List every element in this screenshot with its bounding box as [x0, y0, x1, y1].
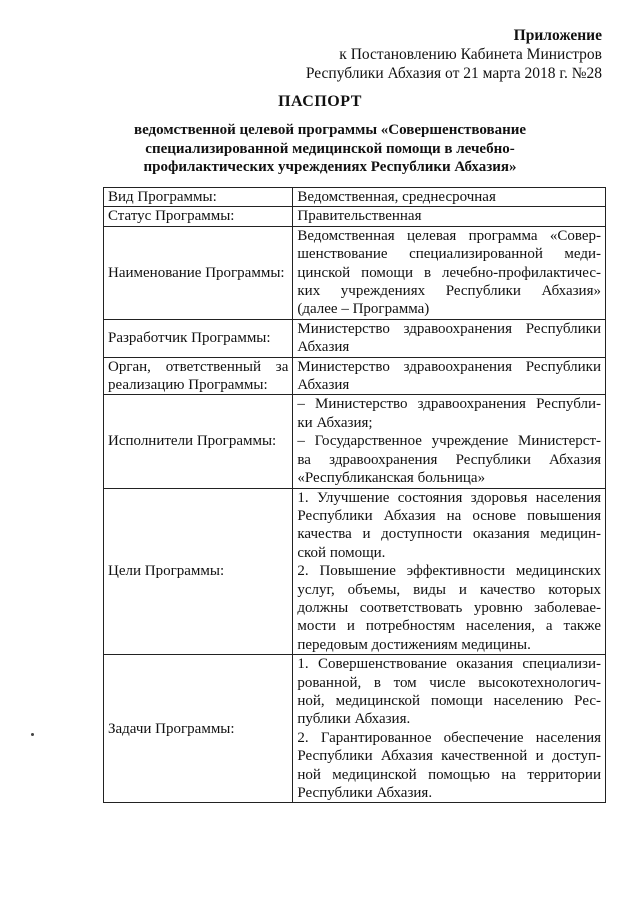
scan-speck	[31, 733, 34, 736]
subtitle-line: ведомственной целевой программы «Совершенствование	[133, 122, 527, 138]
row-value: Министерство здравоохранения Республики Абхазия	[293, 319, 606, 357]
subtitle-line: профилактических учреждениях Республики Абхазия»	[143, 159, 517, 175]
row-label: Цели Программы:	[104, 488, 293, 655]
resolution-reference: к Постановлению Кабинета Министров	[339, 46, 602, 63]
row-value: Правительственная	[293, 207, 606, 226]
table-row	[104, 319, 606, 357]
table-row	[104, 226, 606, 319]
row-label: Вид Программы:	[104, 188, 293, 207]
resolution-date: Республики Абхазия от 21 марта 2018 г. №28	[305, 65, 602, 82]
table-row	[104, 188, 606, 207]
row-value: Ведомственная, среднесрочная	[293, 188, 606, 207]
row-value: 1. Улучшение состояния здоровья населения Республики Абхазия на основе повышения качества и доступности оказания медицин- ской помощи. 2. Повышение эффективности медицинских услуг, объемы, виды и качество которых должны соответствовать уровню заболевае- мости и потребностям населения, а также передовым достижениям медицины.	[293, 488, 606, 655]
row-label: Задачи Программы:	[104, 655, 293, 803]
row-label: Разработчик Программы:	[104, 319, 293, 357]
document-header	[242, 26, 602, 83]
subtitle-line: специализированной медицинской помощи в лечебно-	[145, 140, 515, 157]
passport-table	[103, 187, 606, 803]
table-row	[104, 395, 606, 488]
appendix-label: Приложение	[513, 27, 602, 44]
row-value: – Министерство здравоохранения Республи- ки Абхазия; – Государственное учреждение Министерст- ва здравоохранения Республики Абхазия «Республиканская больница»	[293, 395, 606, 488]
table-row	[104, 357, 606, 395]
row-label: Орган, ответственный за реализацию Программы:	[104, 357, 293, 395]
row-value: Министерство здравоохранения Республики Абхазия	[293, 357, 606, 395]
row-value: 1. Совершенствование оказания специализи- рованной, в том числе высокотехнологич- ной, медицинской помощи населению Рес- публики Абхазия. 2. Гарантированное обеспечение населения Республики Абхазия качественной и доступ- ной медицинской помощью на территории Республики Абхазия.	[293, 655, 606, 803]
table-row	[104, 488, 606, 655]
table-row	[104, 207, 606, 226]
row-value: Ведомственная целевая программа «Совер- шенствование специализированной меди- цинской помощи в лечебно-профилактичес- ких учреждениях Республики Абхазия» (далее – Программа)	[293, 226, 606, 319]
document-title: ПАСПОРТ	[278, 93, 362, 110]
table-row	[104, 655, 606, 803]
row-label: Статус Программы:	[104, 207, 293, 226]
document-subtitle	[120, 121, 540, 177]
row-label: Исполнители Программы:	[104, 395, 293, 488]
row-label: Наименование Программы:	[104, 226, 293, 319]
